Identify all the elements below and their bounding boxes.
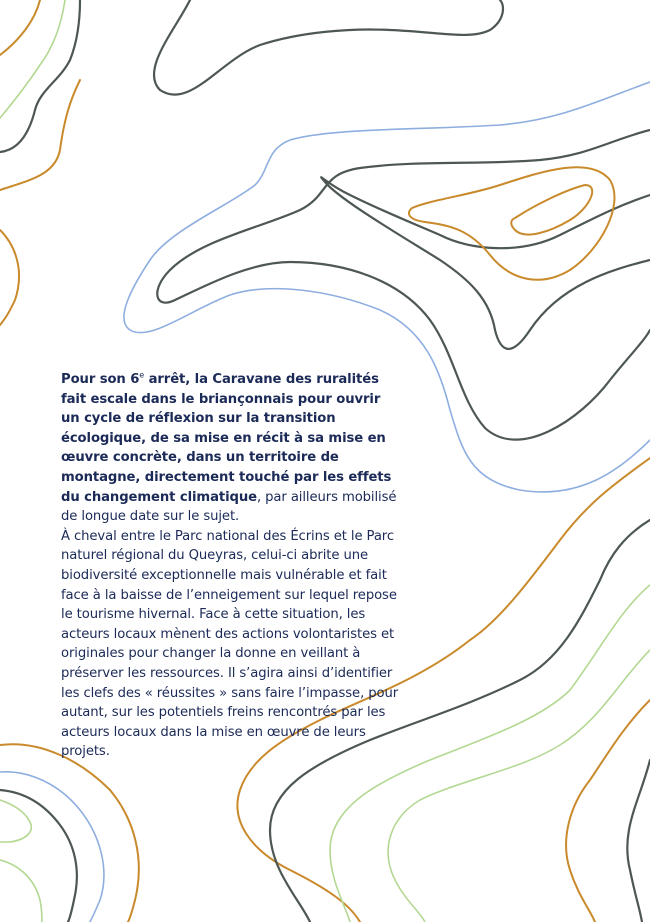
contour-line — [0, 800, 31, 842]
contour-line — [0, 772, 104, 922]
contour-line — [321, 177, 650, 349]
contour-line — [0, 230, 19, 325]
intro-bold-rest: arrêt, la Caravane des ruralités fait escale dans le briançonnais pour ouvrir un cycle de réflexion sur la transition écologique, de sa mise en récit à sa mise en œuvre concrète, dans un territoire de montagne, directement touché par les effets du changement climatique — [61, 372, 392, 505]
contour-line — [566, 700, 650, 922]
intro-regular-tail: , par ailleurs mobilisé de longue date sur le sujet. — [61, 489, 397, 525]
ordinal-superscript: e — [139, 370, 145, 380]
contour-line — [0, 744, 139, 922]
intro-bold-start: Pour son 6 — [61, 372, 140, 387]
body-paragraph: À cheval entre le Parc national des Écrins et le Parc naturel régional du Queyras, celui-ci abrite une biodiversité exceptionnelle mais vulnérable et fait face à la baisse de l’enneigement sur lequel repose le tourisme hivernal. Face à cette situation, les acteurs locaux mènent des actions volontaristes et originales pour changer la donne en veillant à préserver les ressources. Il s’agira ainsi d’identifier les clefs des « réussites » sans faire l’impasse, pour autant, sur les potentiels freins rencontrés par les acteurs locaux dans la mise en œuvre de leurs projets. — [61, 528, 399, 760]
contour-line — [0, 860, 42, 922]
contour-line — [627, 760, 650, 922]
contour-line — [154, 0, 503, 95]
intro-paragraph — [61, 370, 401, 527]
contour-line — [0, 790, 77, 922]
contour-line — [0, 0, 80, 152]
contour-line — [511, 185, 592, 235]
contour-line — [388, 650, 650, 922]
intro-text-block — [61, 370, 401, 762]
contour-line — [0, 0, 40, 55]
